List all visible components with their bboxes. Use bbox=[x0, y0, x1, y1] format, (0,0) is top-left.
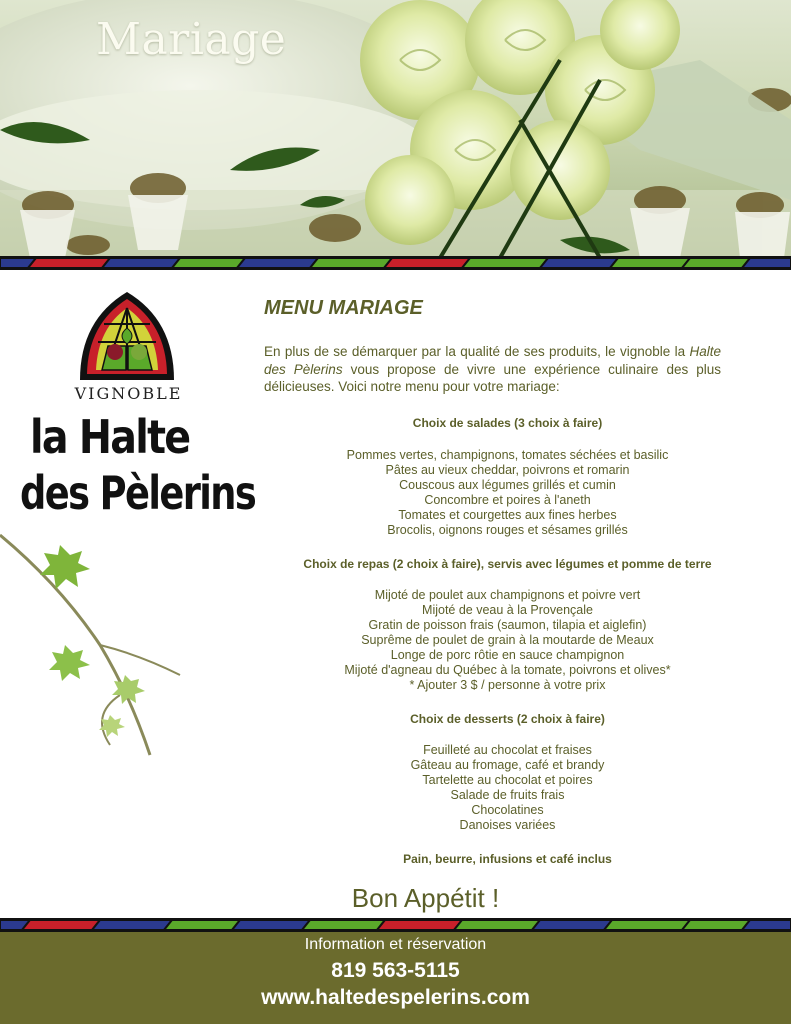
list-item: Gratin de poisson frais (saumon, tilapia et aiglefin) bbox=[368, 618, 647, 632]
intro-text-end: vous propose de vivre une expérience culinaire des plus délicieuses. Voici notre menu pour votre mariage: bbox=[264, 361, 722, 394]
list-item: Mijoté de poulet aux champignons et poivre vert bbox=[374, 588, 641, 602]
list-item: Feuilleté au chocolat et fraises bbox=[423, 743, 592, 757]
winery-logo bbox=[0, 280, 255, 540]
mains-title: Choix de repas (2 choix à faire), servis avec légumes et pomme de terre bbox=[303, 557, 712, 571]
footer-info: Information et réservation bbox=[304, 936, 487, 953]
list-item: Tomates et courgettes aux fines herbes bbox=[398, 508, 617, 522]
logo-name-line1: la Halte bbox=[30, 410, 190, 464]
logo-vignoble-text: VIGNOBLE bbox=[74, 384, 183, 403]
footer-website-link[interactable]: www.haltedespelerins.com bbox=[261, 986, 530, 1009]
list-item: Pommes vertes, champignons, tomates séchées et basilic bbox=[346, 448, 669, 462]
mains-section bbox=[250, 557, 765, 571]
list-item: Salade de fruits frais bbox=[450, 788, 565, 802]
list-item: * Ajouter 3 $ / personne à votre prix bbox=[409, 678, 606, 692]
page-title: Mariage bbox=[96, 14, 287, 65]
list-item: Suprême de poulet de grain à la moutarde de Meaux bbox=[361, 633, 654, 647]
list-item: Couscous aux légumes grillés et cumin bbox=[399, 478, 616, 492]
list-item: Danoises variées bbox=[459, 818, 556, 832]
footer-phone[interactable]: 819 563-5115 bbox=[331, 959, 460, 982]
closing-text: Bon Appétit ! bbox=[351, 883, 500, 913]
footer bbox=[0, 932, 791, 1024]
mains-list bbox=[250, 588, 765, 693]
stained-glass-window-icon bbox=[78, 290, 176, 382]
salads-list bbox=[250, 448, 765, 538]
menu-title: MENU MARIAGE bbox=[264, 297, 423, 319]
intro-paragraph bbox=[264, 343, 721, 396]
list-item: Mijoté d'agneau du Québec à la tomate, poivrons et olives* bbox=[344, 663, 671, 677]
list-item: Longe de porc rôtie en sauce champignon bbox=[390, 648, 625, 662]
desserts-title: Choix de desserts (2 choix à faire) bbox=[410, 712, 605, 726]
salads-title: Choix de salades (3 choix à faire) bbox=[412, 416, 603, 430]
list-item: Pâtes au vieux cheddar, poivrons et romarin bbox=[385, 463, 630, 477]
stained-glass-divider-top bbox=[0, 256, 791, 270]
list-item: Chocolatines bbox=[471, 803, 544, 817]
list-item: Tartelette au chocolat et poires bbox=[422, 773, 593, 787]
desserts-list bbox=[250, 743, 765, 833]
desserts-section bbox=[250, 712, 765, 726]
salads-section bbox=[250, 416, 765, 430]
list-item: Brocolis, oignons rouges et sésames grillés bbox=[387, 523, 628, 537]
header-photo bbox=[0, 0, 791, 258]
intro-text-start: En plus de se démarquer par la qualité de ses produits, le vignoble la bbox=[264, 344, 690, 359]
stained-glass-divider-bottom bbox=[0, 918, 791, 932]
included-text: Pain, beurre, infusions et café inclus bbox=[403, 852, 612, 866]
intro-text-winery: Halte des Pèlerins bbox=[264, 344, 721, 377]
grape-vine-decoration bbox=[0, 525, 200, 760]
logo-name-line2: des Pèlerins bbox=[20, 466, 256, 520]
included-note bbox=[250, 852, 765, 866]
list-item: Gâteau au fromage, café et brandy bbox=[410, 758, 605, 772]
list-item: Mijoté de veau à la Provençale bbox=[422, 603, 593, 617]
list-item: Concombre et poires à l'aneth bbox=[424, 493, 591, 507]
